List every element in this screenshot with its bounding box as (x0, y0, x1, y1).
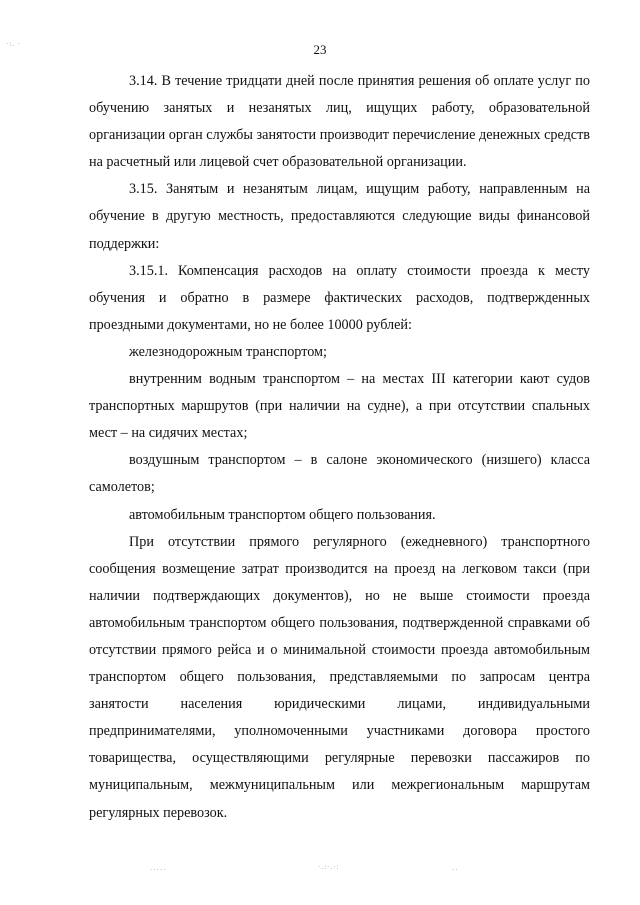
list-item-road: автомобильным транспортом общего пользования. (129, 506, 436, 523)
list-item-rail: железнодорожным транспортом; (129, 343, 327, 360)
scan-speckle: ····· (150, 866, 167, 874)
paragraph-3-14: 3.14. В течение тридцати дней после принятия решения об оплате услуг по обучению занятых и незанятых лиц, ищущих работу, образовательной организации орган службы занятости производит перечисление денежных средств на расчетный или лицевой счет образовательной организации. (89, 73, 590, 171)
paragraph-3-15: 3.15. Занятым и незанятым лицам, ищущим работу, направленным на обучение в другую местность, предоставляются следующие виды финансовой поддержки: (89, 181, 590, 252)
list-item-air: воздушным транспортом – в салоне экономического (низшего) класса самолетов; (89, 452, 590, 496)
document-body (89, 68, 590, 827)
paragraph-taxi: При отсутствии прямого регулярного (ежедневного) транспортного сообщения возмещение затрат производится на проезд на легковом такси (при наличии подтверждающих документов), но не выше стоимости проезда автомобильным транспортом общего пользования, подтвержденной справками об отсутствии прямого рейса и о минимальной стоимости проезда автомобильным транспортом общего пользования, представляемыми по запросам центра занятости населения юридическими лицами, индивидуальными предпринимателями, уполномоченными участниками договора простого товарищества, осуществляющими регулярные перевозки пассажиров по муниципальным, межмуниципальным или межрегиональным маршрутам регулярных перевозок. (89, 533, 590, 821)
list-item-water: внутренним водным транспортом – на местах III категории кают судов транспортных маршрутов (при наличии на судне), а при отсутствии спальных мест – на сидячих местах; (89, 371, 590, 442)
scan-speckle: ·:. · (6, 40, 22, 48)
scan-speckle: ·· (452, 866, 459, 874)
paragraph-3-15-1: 3.15.1. Компенсация расходов на оплату стоимости проезда к месту обучения и обратно в размере фактических расходов, подтвержденных проездными документами, но не более 10000 рублей: (89, 262, 590, 333)
scan-speckle: ·.:·.·: (318, 863, 340, 871)
page-number: 23 (313, 42, 327, 57)
